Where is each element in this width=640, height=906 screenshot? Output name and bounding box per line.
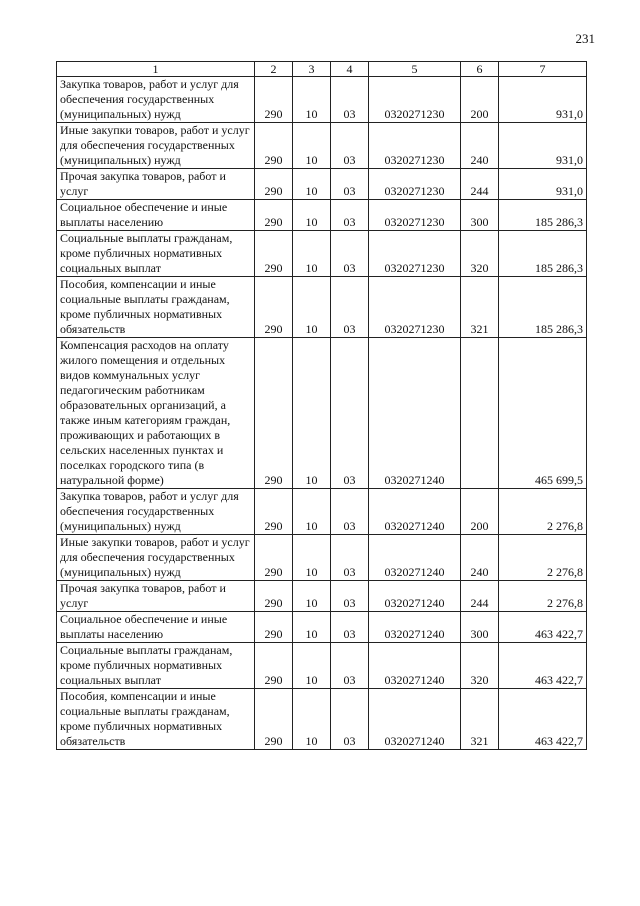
row-ministry-code: 290 — [255, 77, 293, 123]
table-row — [57, 338, 587, 489]
row-name: Прочая закупка товаров, работ и услуг — [57, 581, 255, 612]
table-row — [57, 77, 587, 123]
column-header: 1 — [57, 62, 255, 77]
row-name: Социальное обеспечение и иные выплаты населению — [57, 200, 255, 231]
row-section-code: 10 — [293, 581, 331, 612]
budget-table — [56, 61, 587, 750]
row-amount: 2 276,8 — [499, 489, 587, 535]
row-expense-type — [461, 338, 499, 489]
row-subsection-code: 03 — [331, 535, 369, 581]
row-expense-type: 300 — [461, 200, 499, 231]
row-target-article: 0320271230 — [369, 200, 461, 231]
row-amount: 463 422,7 — [499, 689, 587, 750]
row-expense-type: 240 — [461, 535, 499, 581]
row-name: Социальные выплаты гражданам, кроме публичных нормативных социальных выплат — [57, 231, 255, 277]
column-header: 7 — [499, 62, 587, 77]
row-amount: 185 286,3 — [499, 200, 587, 231]
row-section-code: 10 — [293, 338, 331, 489]
row-subsection-code: 03 — [331, 338, 369, 489]
header-row — [57, 62, 587, 77]
row-target-article: 0320271240 — [369, 489, 461, 535]
row-target-article: 0320271240 — [369, 338, 461, 489]
row-amount: 931,0 — [499, 169, 587, 200]
row-name: Социальное обеспечение и иные выплаты населению — [57, 612, 255, 643]
row-expense-type: 200 — [461, 489, 499, 535]
row-subsection-code: 03 — [331, 200, 369, 231]
row-section-code: 10 — [293, 169, 331, 200]
row-target-article: 0320271240 — [369, 581, 461, 612]
table-row — [57, 169, 587, 200]
row-target-article: 0320271230 — [369, 169, 461, 200]
row-subsection-code: 03 — [331, 123, 369, 169]
row-expense-type: 244 — [461, 169, 499, 200]
row-name: Иные закупки товаров, работ и услуг для обеспечения государственных (муниципальных) нужд — [57, 123, 255, 169]
row-amount: 2 276,8 — [499, 581, 587, 612]
column-header: 6 — [461, 62, 499, 77]
row-target-article: 0320271240 — [369, 612, 461, 643]
row-ministry-code: 290 — [255, 169, 293, 200]
column-header: 5 — [369, 62, 461, 77]
row-name: Социальные выплаты гражданам, кроме публичных нормативных социальных выплат — [57, 643, 255, 689]
table-row — [57, 643, 587, 689]
table-row — [57, 123, 587, 169]
page-number: 231 — [575, 31, 595, 46]
row-name: Закупка товаров, работ и услуг для обеспечения государственных (муниципальных) нужд — [57, 77, 255, 123]
row-ministry-code: 290 — [255, 200, 293, 231]
row-subsection-code: 03 — [331, 489, 369, 535]
row-ministry-code: 290 — [255, 123, 293, 169]
row-target-article: 0320271240 — [369, 689, 461, 750]
column-header: 3 — [293, 62, 331, 77]
row-expense-type: 240 — [461, 123, 499, 169]
table-row — [57, 581, 587, 612]
column-header: 4 — [331, 62, 369, 77]
row-amount: 931,0 — [499, 123, 587, 169]
row-ministry-code: 290 — [255, 643, 293, 689]
row-amount: 465 699,5 — [499, 338, 587, 489]
row-ministry-code: 290 — [255, 338, 293, 489]
row-name: Пособия, компенсации и иные социальные выплаты гражданам, кроме публичных нормативных обязательств — [57, 689, 255, 750]
row-expense-type: 300 — [461, 612, 499, 643]
table-row — [57, 535, 587, 581]
row-name: Иные закупки товаров, работ и услуг для обеспечения государственных (муниципальных) нужд — [57, 535, 255, 581]
row-expense-type: 320 — [461, 231, 499, 277]
row-target-article: 0320271230 — [369, 277, 461, 338]
row-name: Пособия, компенсации и иные социальные выплаты гражданам, кроме публичных нормативных обязательств — [57, 277, 255, 338]
row-ministry-code: 290 — [255, 489, 293, 535]
row-section-code: 10 — [293, 489, 331, 535]
row-amount: 185 286,3 — [499, 277, 587, 338]
row-subsection-code: 03 — [331, 77, 369, 123]
table-row — [57, 200, 587, 231]
row-subsection-code: 03 — [331, 581, 369, 612]
row-section-code: 10 — [293, 612, 331, 643]
row-subsection-code: 03 — [331, 231, 369, 277]
row-ministry-code: 290 — [255, 689, 293, 750]
column-header: 2 — [255, 62, 293, 77]
row-subsection-code: 03 — [331, 169, 369, 200]
row-expense-type: 200 — [461, 77, 499, 123]
row-amount: 185 286,3 — [499, 231, 587, 277]
row-ministry-code: 290 — [255, 581, 293, 612]
row-name: Закупка товаров, работ и услуг для обеспечения государственных (муниципальных) нужд — [57, 489, 255, 535]
table-row — [57, 689, 587, 750]
row-target-article: 0320271240 — [369, 535, 461, 581]
table-row — [57, 277, 587, 338]
row-section-code: 10 — [293, 123, 331, 169]
row-target-article: 0320271230 — [369, 231, 461, 277]
row-amount: 2 276,8 — [499, 535, 587, 581]
row-target-article: 0320271230 — [369, 77, 461, 123]
row-target-article: 0320271230 — [369, 123, 461, 169]
row-subsection-code: 03 — [331, 612, 369, 643]
row-section-code: 10 — [293, 231, 331, 277]
row-section-code: 10 — [293, 277, 331, 338]
row-ministry-code: 290 — [255, 231, 293, 277]
row-subsection-code: 03 — [331, 643, 369, 689]
row-section-code: 10 — [293, 200, 331, 231]
table-row — [57, 231, 587, 277]
table-row — [57, 489, 587, 535]
row-name: Прочая закупка товаров, работ и услуг — [57, 169, 255, 200]
row-expense-type: 244 — [461, 581, 499, 612]
row-ministry-code: 290 — [255, 535, 293, 581]
row-ministry-code: 290 — [255, 612, 293, 643]
row-expense-type: 321 — [461, 277, 499, 338]
row-expense-type: 321 — [461, 689, 499, 750]
row-expense-type: 320 — [461, 643, 499, 689]
row-section-code: 10 — [293, 535, 331, 581]
row-subsection-code: 03 — [331, 689, 369, 750]
row-section-code: 10 — [293, 77, 331, 123]
row-section-code: 10 — [293, 643, 331, 689]
row-section-code: 10 — [293, 689, 331, 750]
row-name: Компенсация расходов на оплату жилого помещения и отдельных видов коммунальных услуг педагогическим работникам образовательных организаций, а также иным категориям граждан, проживающих и работающих в сельских населенных пунктах и поселках городского типа (в натуральной форме) — [57, 338, 255, 489]
row-amount: 463 422,7 — [499, 612, 587, 643]
table-row — [57, 612, 587, 643]
row-target-article: 0320271240 — [369, 643, 461, 689]
row-amount: 931,0 — [499, 77, 587, 123]
row-amount: 463 422,7 — [499, 643, 587, 689]
row-ministry-code: 290 — [255, 277, 293, 338]
row-subsection-code: 03 — [331, 277, 369, 338]
